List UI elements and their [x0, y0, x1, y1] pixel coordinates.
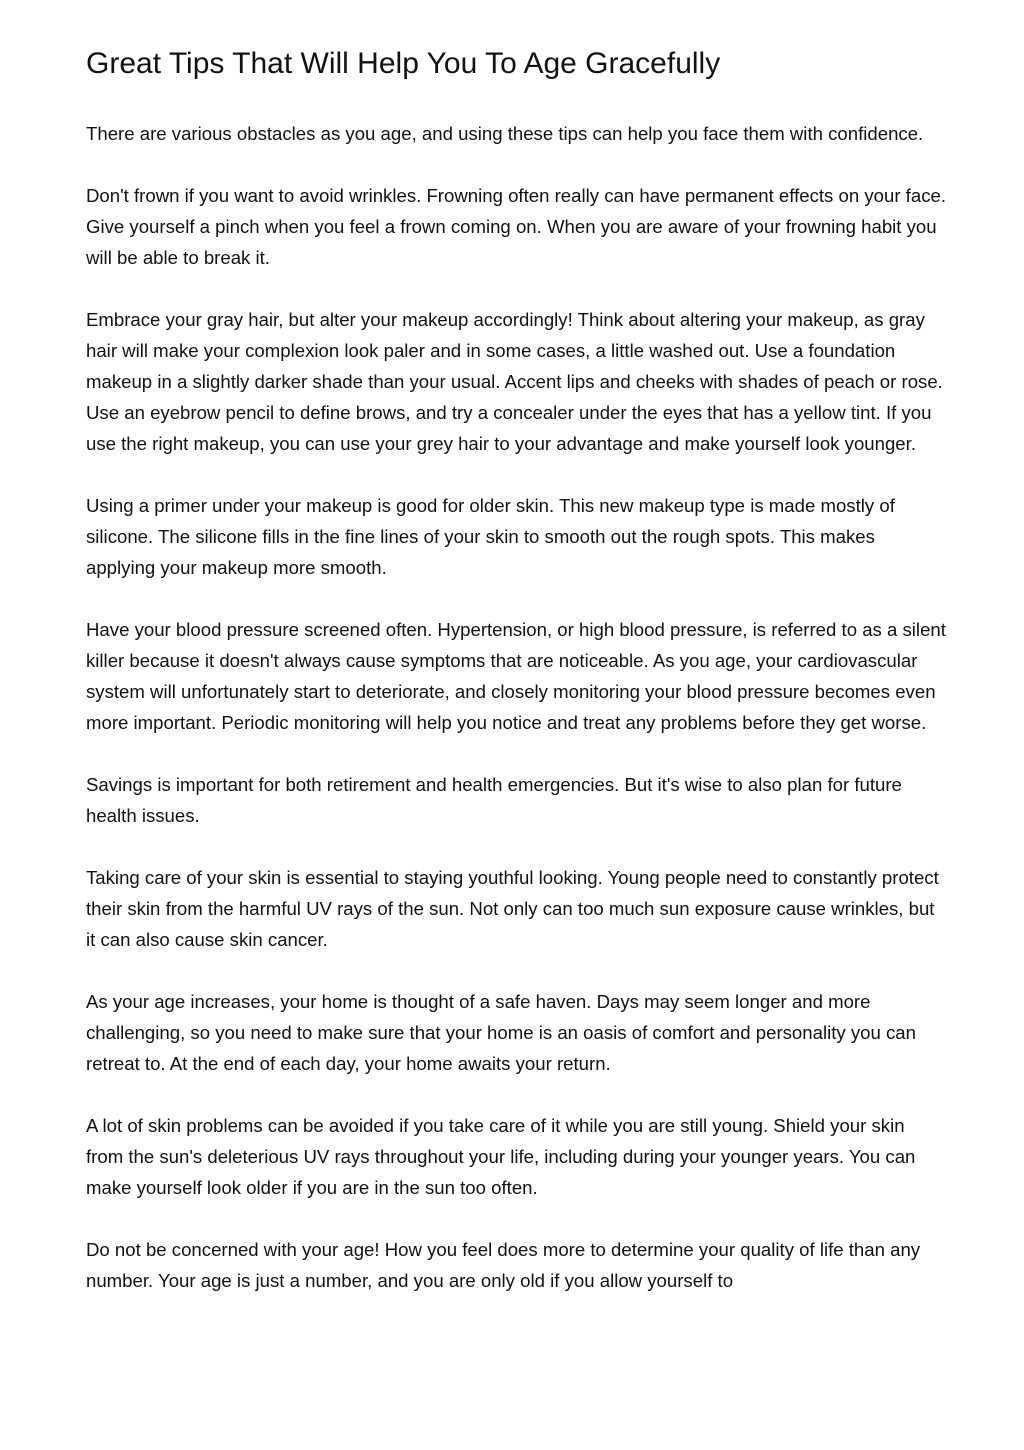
paragraph-9: A lot of skin problems can be avoided if you take care of it while you are still young. Shield your skin from the sun's deleterious UV rays throughout your life, including during your younger years. You can make yourself look older if you are in the sun too often.: [86, 1115, 916, 1198]
paragraph-8: As your age increases, your home is thought of a safe haven. Days may seem longer and more challenging, so you need to make sure that your home is an oasis of comfort and personality you can retreat to. At the end of each day, your home awaits your return.: [86, 991, 916, 1074]
paragraph-7: Taking care of your skin is essential to staying youthful looking. Young people need to constantly protect their skin from the harmful UV rays of the sun. Not only can too much sun exposure cause wrinkles, but it can also cause skin cancer.: [86, 867, 939, 950]
paragraph-10: Do not be concerned with your age! How you feel does more to determine your quality of life than any number. Your age is just a number, and you are only old if you allow yourself to: [86, 1239, 921, 1291]
paragraph-2: Don't frown if you want to avoid wrinkles. Frowning often really can have permanent effects on your face. Give yourself a pinch when you feel a frown coming on. When you are aware of your frowning habit you will be able to break it.: [86, 185, 946, 268]
paragraph-4: Using a primer under your makeup is good for older skin. This new makeup type is made mostly of silicone. The silicone fills in the fine lines of your skin to smooth out the rough spots. This makes applying your makeup more smooth.: [86, 495, 895, 578]
paragraph-3: Embrace your gray hair, but alter your makeup accordingly! Think about altering your makeup, as gray hair will make your complexion look paler and in some cases, a little washed out. Use a foundation makeup in a slightly darker shade than your usual. Accent lips and cheeks with shades of peach or rose. Use an eyebrow pencil to define brows, and try a concealer under the eyes that has a yellow tint. If you use the right makeup, you can use your grey hair to your advantage and make yourself look younger.: [86, 309, 943, 454]
document-page: [86, 44, 946, 1327]
paragraph-5: Have your blood pressure screened often. Hypertension, or high blood pressure, is referred to as a silent killer because it doesn't always cause symptoms that are noticeable. As you age, your cardiovascular system will unfortunately start to deteriorate, and closely monitoring your blood pressure becomes even more important. Periodic monitoring will help you notice and treat any problems before they get worse.: [86, 619, 946, 733]
paragraph-6: Savings is important for both retirement and health emergencies. But it's wise to also plan for future health issues.: [86, 774, 902, 826]
paragraph-1: There are various obstacles as you age, and using these tips can help you face them with confidence.: [86, 123, 924, 144]
document-title: Great Tips That Will Help You To Age Gracefully: [86, 47, 721, 80]
